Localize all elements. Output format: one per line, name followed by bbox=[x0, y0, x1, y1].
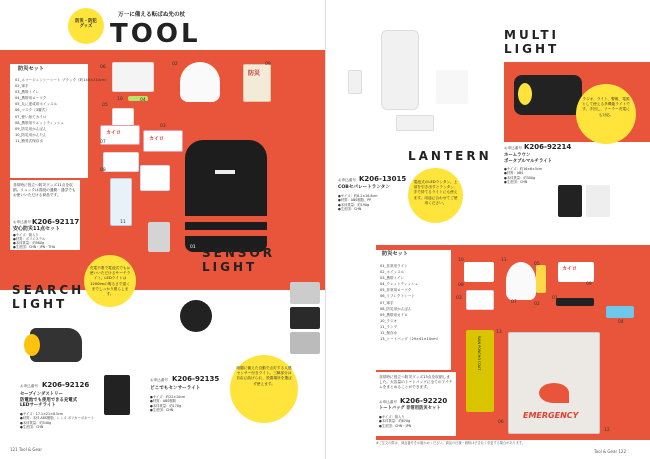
list-item: 11_簡易式保存水 bbox=[15, 138, 43, 143]
lantern-item-spec bbox=[338, 194, 377, 212]
right-img-num-04: 04 bbox=[618, 320, 624, 325]
right-set-description: 非常時に役立つ防災グッズ13点を収納しました。大容量のトートバッグに全てのアイテムをまとめることができます。 bbox=[379, 375, 453, 390]
sensor-item-spec bbox=[150, 395, 185, 413]
right-set-list-header: 防災セット bbox=[382, 251, 408, 257]
kairo-image-2: カイロ bbox=[143, 130, 183, 152]
lantern-image-small bbox=[348, 70, 362, 94]
sensor-light-heading: SENSOR LIGHT bbox=[202, 246, 275, 274]
right-img-num-09: 09 bbox=[586, 282, 592, 287]
set-spec-card bbox=[10, 180, 80, 250]
img-num-01: 01 bbox=[190, 245, 196, 250]
list-item: 04_ウェットティッシュ bbox=[380, 282, 419, 287]
item-no-label: お申込番号 bbox=[13, 220, 31, 224]
item-spec bbox=[13, 233, 55, 249]
set-list-card bbox=[10, 62, 110, 178]
water-image bbox=[110, 178, 132, 226]
spec-line: ●本体質量：約170g bbox=[150, 403, 182, 408]
img-num-10: 10 bbox=[117, 97, 123, 102]
spec-line: ●サイズ：箱入り bbox=[13, 233, 39, 237]
search-item-spec bbox=[20, 412, 94, 430]
right-item-no-label: お申込番号 bbox=[379, 400, 397, 404]
sensor-item-name: どこでもセンサーライト bbox=[150, 386, 201, 391]
lantern-image bbox=[381, 30, 419, 110]
right-img-num-06: 06 bbox=[498, 420, 504, 425]
img-num-02: 02 bbox=[172, 62, 178, 67]
list-item: 06_マスク（3層式） bbox=[15, 108, 49, 113]
search-light-photo bbox=[104, 375, 130, 415]
img-num-11: 11 bbox=[120, 220, 126, 225]
img-num-08: 08 bbox=[100, 168, 106, 173]
right-set-spec-card bbox=[376, 372, 456, 436]
category-badge-text: 防災・防犯 グッズ bbox=[75, 19, 97, 29]
left-footer: 121 Tool & Gear bbox=[10, 447, 42, 452]
wet-tissue-image-2 bbox=[606, 306, 634, 318]
multi-item-no-label: お申込番号 bbox=[504, 146, 522, 150]
search-light-heading: SEARCH LIGHT bbox=[12, 283, 85, 311]
sensor-photo-3 bbox=[290, 332, 320, 354]
sensor-photo-1 bbox=[290, 282, 320, 304]
spec-line: ●生産国：CHN・JPN・THA bbox=[13, 245, 56, 249]
list-item: 01_エマージェンシーシート ブラック（約140×210cm） bbox=[15, 78, 110, 82]
lantern-detail-image bbox=[436, 70, 468, 104]
spec-line: ●サイズ：箱入り bbox=[379, 415, 405, 419]
spec-line: ●材質：ABS bbox=[504, 171, 524, 176]
spec-line: ●材質：ABS樹脂 bbox=[150, 399, 176, 404]
crackers-image: 防災 bbox=[243, 64, 271, 102]
list-item: 12_保存水 bbox=[380, 331, 398, 336]
img-num-09: 09 bbox=[265, 62, 271, 67]
right-set-list bbox=[380, 263, 440, 342]
img-num-05: 05 bbox=[102, 103, 108, 108]
multi-light-heading: MULTI LIGHT bbox=[504, 28, 560, 56]
list-item: 04_携帯用ローソク bbox=[15, 96, 47, 101]
spec-line: ●サイズ：約22×10cm bbox=[150, 395, 186, 399]
bag-label: EMERGENCY bbox=[523, 411, 579, 420]
card-image bbox=[464, 262, 494, 282]
spec-line: ●生産国：CHN・JPN bbox=[379, 423, 412, 428]
list-item: 08_携帯用ウエットティッシュ bbox=[15, 120, 65, 125]
list-item: 09_防災用かんぱん bbox=[15, 126, 47, 131]
spec-line: ●材質：ABS樹脂、PP bbox=[338, 198, 372, 203]
img-num-06: 06 bbox=[100, 65, 106, 70]
wet-tissue-image bbox=[103, 152, 139, 172]
sensor-light-bubble-text: 暗闇に備えた自動で点灯する人感センサー付きライト。三脚部分は自由に曲げられ、設置場所を選ばず使えます。 bbox=[236, 366, 292, 386]
poncho-text: RAIN PONCHO COAT bbox=[476, 336, 481, 371]
item-name: 安心防災11点セット bbox=[13, 226, 60, 232]
spec-line: ●サイズ：約8.2×16.8cm bbox=[338, 194, 378, 198]
spec-line: ●サイズ：約16×6×5cm bbox=[504, 167, 543, 171]
right-img-num-05: 05 bbox=[534, 262, 540, 267]
right-footer: Tool & Gear 122 bbox=[594, 449, 626, 454]
img-num-03: 03 bbox=[160, 124, 166, 129]
spec-line: ●材質：本体 ABS樹脂、レンズ ポリカーボネート bbox=[20, 416, 94, 421]
flashlight-image bbox=[556, 298, 594, 306]
water-image-2 bbox=[140, 165, 170, 191]
right-img-num-13: 13 bbox=[496, 330, 502, 335]
lantern-item-code: K206-13015 bbox=[359, 175, 407, 183]
right-img-num-03: 03 bbox=[456, 296, 462, 301]
lantern-heading: LANTERN bbox=[408, 149, 492, 163]
gloves-image bbox=[180, 62, 220, 102]
kairo-image-3: カイロ bbox=[558, 262, 594, 282]
set-list-header: 防災セット bbox=[18, 66, 44, 72]
spec-line: ●生産国：CHN bbox=[150, 408, 174, 413]
spec-line: ●生産国：CHN bbox=[20, 425, 44, 430]
page-subtitle: 万一に備える転ばぬ先の杖 bbox=[118, 12, 186, 18]
list-item: 03_携帯トイレ bbox=[380, 276, 405, 281]
multi-light-bubble-text: ラジオ、ライト、警報、電源として使える多機能ライトです。手回し、ソーラー充電にも対応。 bbox=[582, 97, 630, 117]
poncho-image bbox=[466, 330, 494, 412]
backpack-image bbox=[185, 140, 267, 252]
multi-item-code: K206-92214 bbox=[524, 143, 572, 151]
right-img-num-11: 11 bbox=[501, 258, 507, 263]
spec-line: ●本体質量：約300g bbox=[504, 175, 536, 180]
right-item-spec bbox=[379, 415, 411, 428]
search-light-image bbox=[30, 328, 82, 362]
page-title: TOOL bbox=[110, 19, 201, 49]
search-item-no-label: お申込番号 bbox=[20, 384, 38, 388]
spec-line: ●本体質量：約670g bbox=[379, 419, 411, 424]
right-item-code: K206-92220 bbox=[400, 397, 448, 405]
multi-light-photo-1 bbox=[558, 185, 582, 217]
biscuit-image bbox=[466, 290, 494, 310]
list-item: 07_軍手 bbox=[380, 300, 394, 305]
list-item: 10_防災用かんたん bbox=[15, 132, 47, 137]
sensor-photo-2 bbox=[290, 307, 320, 329]
kairo-image: カイロ bbox=[100, 125, 140, 145]
multi-item-spec bbox=[504, 167, 542, 185]
right-img-num-12: 12 bbox=[604, 428, 610, 433]
spec-line: ●本体質量：約980g bbox=[13, 241, 45, 245]
lantern-item-no-label: お申込番号 bbox=[338, 178, 356, 182]
spec-line: ●本体質量：約190g bbox=[338, 202, 370, 207]
right-item-name: トートバッグ 非常用防災セット bbox=[379, 406, 441, 411]
blanket-image bbox=[148, 222, 170, 252]
list-item: 13_トートバッグ（29×41×10cm） bbox=[380, 337, 441, 342]
sensor-item-code: K206-92135 bbox=[172, 375, 220, 383]
spec-line: ●生産国：CHN bbox=[338, 207, 362, 212]
right-img-num-07: 07 bbox=[511, 300, 517, 305]
img-num-04: 04 bbox=[140, 98, 146, 103]
img-num-07: 07 bbox=[100, 140, 106, 145]
lantern-cob-image bbox=[396, 115, 434, 131]
right-img-num-08: 08 bbox=[458, 283, 464, 288]
search-light-bubble-text: 充電不要で電池式でもお使いいただけるサーチライト。LEDライトは1200lmの明るさで遠くまでしっかり照らします。 bbox=[89, 266, 131, 297]
list-item: 05_丸に達成用ホイッスル bbox=[15, 102, 58, 107]
sensor-item-no-label: お申込番号 bbox=[150, 378, 168, 382]
list-item: 06_リフレクトシート bbox=[380, 294, 415, 299]
list-item: 02_ホイッスル bbox=[380, 270, 405, 275]
list-item: 08_防災用かんぱん bbox=[380, 306, 412, 311]
multi-light-photo-2 bbox=[586, 185, 610, 217]
multi-light-image bbox=[514, 75, 582, 115]
mask-image bbox=[112, 62, 154, 92]
right-notice: ※ご注文の際は、商品番号をお確かめください。商品の仕様・価格は予告なく変更する場合があります。 bbox=[376, 441, 526, 445]
right-img-num-10: 10 bbox=[458, 258, 464, 263]
right-img-num-02: 02 bbox=[534, 302, 540, 307]
list-item: 05_非常用ローソク bbox=[380, 288, 412, 293]
list-item: 11_ランプ bbox=[380, 324, 398, 329]
set-description: 非常時に役立つ防災グッズ11点を収納。リュックは普段の通勤・通学でもお使いいただける商品です。 bbox=[13, 183, 76, 198]
spec-line: ●サイズ：17.1×21×8.5cm bbox=[20, 412, 64, 416]
lantern-item-name: COBセパレートランタン bbox=[338, 185, 390, 190]
candle-image-2 bbox=[536, 265, 546, 293]
right-set-list-card bbox=[376, 250, 451, 370]
spec-line: ●生産国：CHN bbox=[504, 180, 528, 185]
sensor-light-image bbox=[180, 300, 212, 332]
multi-item-name: ホームラウン ポータブルマルチライト bbox=[504, 153, 552, 164]
spec-line: ●本体質量：約540g bbox=[20, 420, 52, 425]
set-list bbox=[15, 77, 109, 144]
search-item-code: K206-92126 bbox=[42, 381, 90, 389]
list-item: 01_非常用ライト bbox=[380, 264, 408, 268]
gloves-image-2 bbox=[506, 262, 536, 300]
list-item: 02_軍手 bbox=[15, 84, 29, 89]
spec-line: ●材質：ポリエステル bbox=[13, 237, 46, 241]
item-code: K206-92117 bbox=[32, 218, 80, 226]
right-img-num-01: 01 bbox=[552, 296, 558, 301]
list-item: 09_携帯用カイロ bbox=[380, 312, 408, 317]
search-item-name: セーブインダストリー 防電池でも使用できる充電式 LEDサーチライト bbox=[20, 392, 78, 408]
lantern-bubble-text: 電池式のLEDランタン。上部を引き出すとランタン、手で持てるライトにも使えます。用途に合わせてご使用ください。 bbox=[413, 180, 458, 205]
list-item: 03_携帯トイレ bbox=[15, 90, 40, 95]
emergency-bag-image bbox=[508, 332, 600, 434]
list-item: 10_ラジオ bbox=[380, 318, 398, 323]
right-page bbox=[325, 0, 650, 459]
list-item: 07_使い捨てカイロ bbox=[15, 114, 47, 119]
